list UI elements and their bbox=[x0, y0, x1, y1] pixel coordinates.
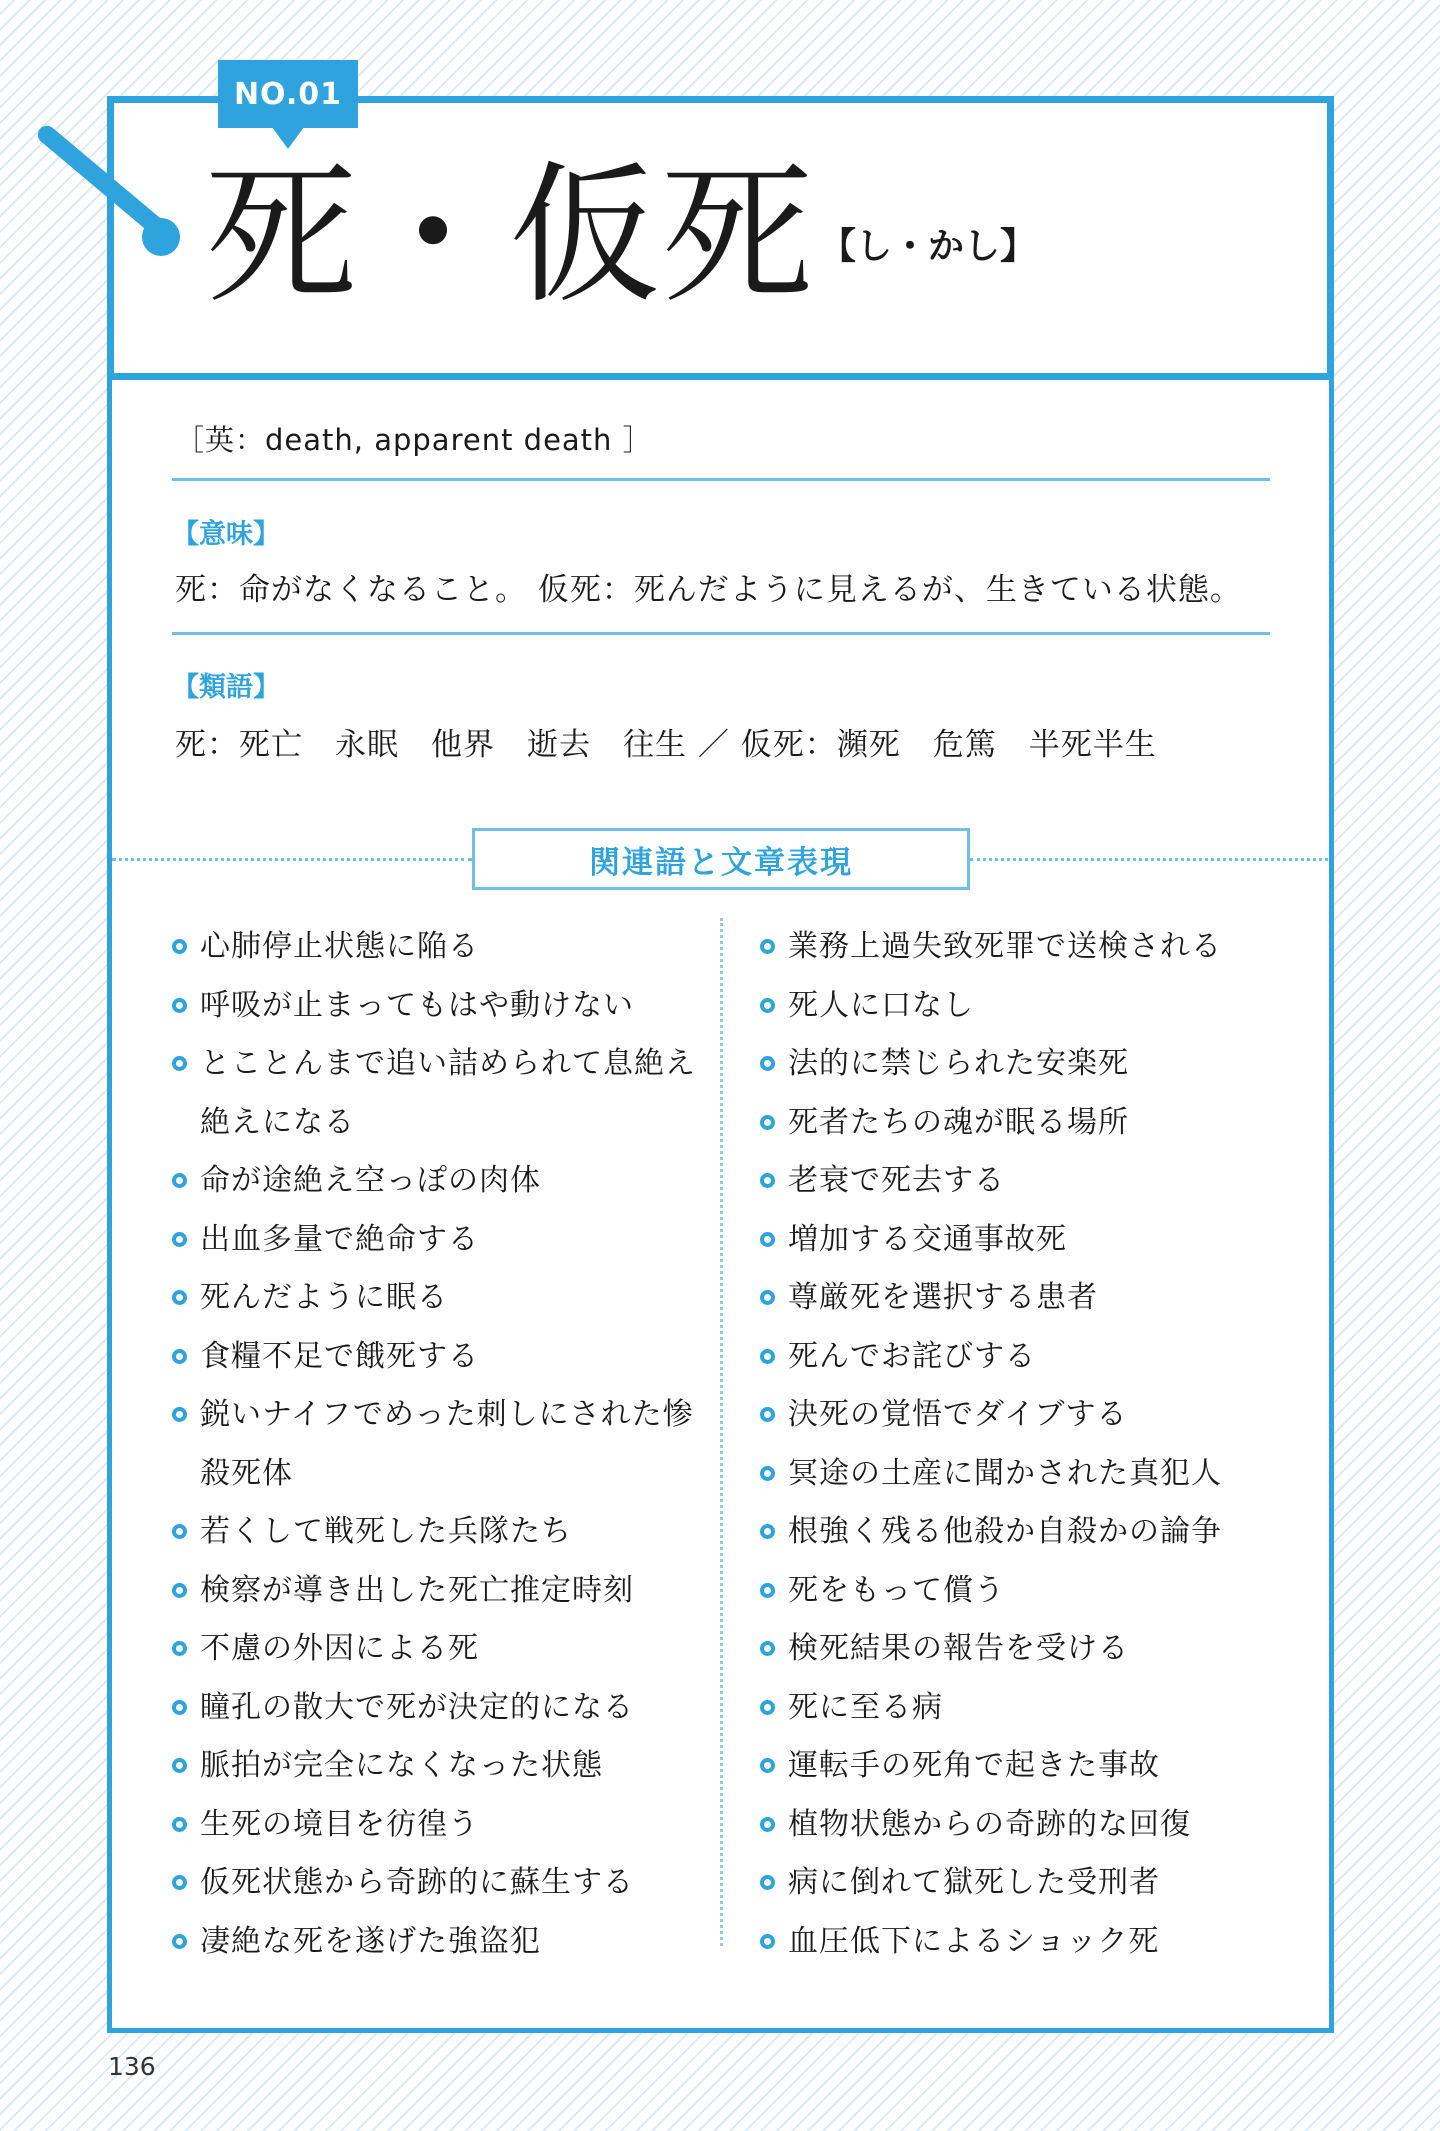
list-item: 命が途絶え空っぽの肉体 bbox=[172, 1152, 702, 1211]
list-item: 出血多量で絶命する bbox=[172, 1211, 702, 1270]
column-divider bbox=[720, 918, 723, 1946]
list-item: 血圧低下によるショック死 bbox=[760, 1913, 1300, 1972]
list-item: 業務上過失致死罪で送検される bbox=[760, 918, 1300, 977]
entry-title: 死・仮死 bbox=[205, 147, 813, 324]
list-item: 死をもって償う bbox=[760, 1562, 1300, 1621]
divider bbox=[172, 632, 1270, 635]
list-item: 若くして戦死した兵隊たち bbox=[172, 1503, 702, 1562]
meaning-text: 死：命がなくなること。 仮死：死んだように見えるが、生きている状態。 bbox=[175, 572, 1242, 608]
pin-dot-icon bbox=[142, 218, 180, 256]
list-item: 老衰で死去する bbox=[760, 1152, 1300, 1211]
list-item: 心肺停止状態に陥る bbox=[172, 918, 702, 977]
list-item: 凄絶な死を遂げた強盗犯 bbox=[172, 1913, 702, 1972]
synonyms-heading: 【類語】 bbox=[172, 672, 280, 703]
list-item: 植物状態からの奇跡的な回復 bbox=[760, 1796, 1300, 1855]
list-item: 増加する交通事故死 bbox=[760, 1211, 1300, 1270]
list-item: とことんまで追い詰められて息絶え絶えになる bbox=[172, 1035, 702, 1152]
list-item: 死に至る病 bbox=[760, 1679, 1300, 1738]
list-item: 瞳孔の散大で死が決定的になる bbox=[172, 1679, 702, 1738]
list-item: 尊厳死を選択する患者 bbox=[760, 1269, 1300, 1328]
list-item: 呼吸が止まってもはや動けない bbox=[172, 977, 702, 1036]
list-item: 死人に口なし bbox=[760, 977, 1300, 1036]
synonyms-text: 死：死亡 永眠 他界 逝去 往生 ／ 仮死：瀕死 危篤 半死半生 bbox=[175, 727, 1157, 763]
list-item: 生死の境目を彷徨う bbox=[172, 1796, 702, 1855]
english-translation: ［英：death, apparent death ］ bbox=[175, 423, 653, 457]
list-item: 病に倒れて獄死した受刑者 bbox=[760, 1854, 1300, 1913]
list-item: 運転手の死角で起きた事故 bbox=[760, 1737, 1300, 1796]
list-item: 不慮の外因による死 bbox=[172, 1620, 702, 1679]
entry-reading: 【し・かし】 bbox=[820, 225, 1037, 267]
list-item: 法的に禁じられた安楽死 bbox=[760, 1035, 1300, 1094]
divider bbox=[172, 478, 1270, 481]
related-heading: 関連語と文章表現 bbox=[472, 828, 970, 890]
dotted-line bbox=[112, 858, 472, 861]
meaning-heading: 【意味】 bbox=[172, 519, 280, 550]
dotted-line bbox=[970, 858, 1328, 861]
related-list-right bbox=[760, 918, 1300, 1971]
list-item: 死んだように眠る bbox=[172, 1269, 702, 1328]
list-item: 冥途の土産に聞かされた真犯人 bbox=[760, 1445, 1300, 1504]
list-item: 死んでお詫びする bbox=[760, 1328, 1300, 1387]
list-item: 仮死状態から奇跡的に蘇生する bbox=[172, 1854, 702, 1913]
related-list-left bbox=[172, 918, 702, 1971]
list-item: 決死の覚悟でダイブする bbox=[760, 1386, 1300, 1445]
page-number: 136 bbox=[108, 2052, 156, 2081]
list-item: 鋭いナイフでめった刺しにされた惨殺死体 bbox=[172, 1386, 702, 1503]
list-item: 根強く残る他殺か自殺かの論争 bbox=[760, 1503, 1300, 1562]
list-item: 食糧不足で餓死する bbox=[172, 1328, 702, 1387]
list-item: 死者たちの魂が眠る場所 bbox=[760, 1094, 1300, 1153]
tag-pointer-icon bbox=[272, 127, 304, 149]
list-item: 検死結果の報告を受ける bbox=[760, 1620, 1300, 1679]
entry-number-tag: NO.01 bbox=[218, 60, 358, 128]
list-item: 脈拍が完全になくなった状態 bbox=[172, 1737, 702, 1796]
list-item: 検察が導き出した死亡推定時刻 bbox=[172, 1562, 702, 1621]
